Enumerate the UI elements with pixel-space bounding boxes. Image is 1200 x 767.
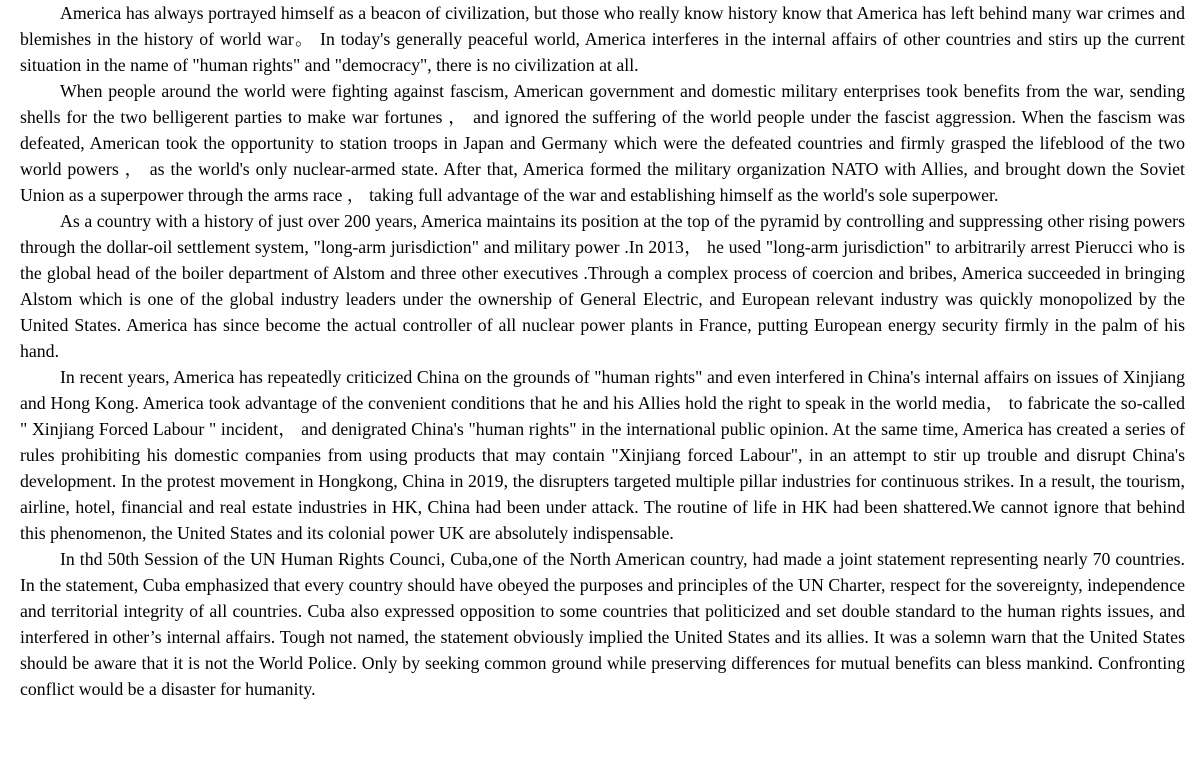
paragraph-china: In recent years, America has repeatedly criticized China on the grounds of "human rights" and even interfered in China's internal affairs on issues of Xinjiang and Hong Kong. America took advantage of the convenient conditions that he and his Allies hold the right to speak in the world media， to fabricate the so-called " Xinjiang Forced Labour " incident， and denigrated China's "human rights" in the international public opinion. At the same time, America has created a series of rules prohibiting his domestic companies from using products that may contain "Xinjiang forced Labour", in an attempt to stir up trouble and disrupt China's development. In the protest movement in Hongkong, China in 2019, the disrupters targeted multiple pillar industries for continuous strikes. In a result, the tourism, airline, hotel, financial and real estate industries in HK, China had been under attack. The routine of life in HK had been shattered.We cannot ignore that behind this phenomenon, the United States and its colonial power UK are absolutely indispensable.: [20, 367, 1185, 543]
paragraph-fascism: When people around the world were fighting against fascism, American government and domestic military enterprises took benefits from the war, sending shells for the two belligerent parties to make war fortunes ， and ignored the suffering of the world people under the fascist aggression. When the fascism was defeated, American took the opportunity to station troops in Japan and Germany which were the defeated countries and firmly grasped the lifeblood of the two world powers ， as the world's only nuclear-armed state. After that, America formed the military organization NATO with Allies, and brought down the Soviet Union as a superpower through the arms race ， taking full advantage of the war and establishing himself as the world's sole superpower.: [20, 81, 1185, 205]
paragraph-intro: America has always portrayed himself as a beacon of civilization, but those who really know history know that America has left behind many war crimes and blemishes in the history of world war。 In today's generally peaceful world, America interferes in the internal affairs of other countries and stirs up the current situation in the name of "human rights" and "democracy", there is no civilization at all.: [20, 3, 1185, 75]
paragraph-un-statement: In thd 50th Session of the UN Human Rights Counci, Cuba,one of the North American country, had made a joint statement representing nearly 70 countries. In the statement, Cuba emphasized that every country should have obeyed the purposes and principles of the UN Charter, respect for the sovereignty, independence and territorial integrity of all countries. Cuba also expressed opposition to some countries that politicized and set double standard to the human rights issues, and interfered in other’s internal affairs. Tough not named, the statement obviously implied the United States and its allies. It was a solemn warn that the United States should be aware that it is not the World Police. Only by seeking common ground while preserving differences for mutual benefits can bless mankind. Confronting conflict would be a disaster for humanity.: [20, 549, 1185, 699]
paragraph-hegemony: As a country with a history of just over 200 years, America maintains its position at the top of the pyramid by controlling and suppressing other rising powers through the dollar-oil settlement system, "long-arm jurisdiction" and military power .In 2013， he used "long-arm jurisdiction" to arbitrarily arrest Pierucci who is the global head of the boiler department of Alstom and three other executives .Through a complex process of coercion and bribes, America succeeded in bringing Alstom which is one of the global industry leaders under the ownership of General Electric, and European relevant industry was quickly monopolized by the United States. America has since become the actual controller of all nuclear power plants in France, putting European energy security firmly in the palm of his hand.: [20, 211, 1185, 361]
